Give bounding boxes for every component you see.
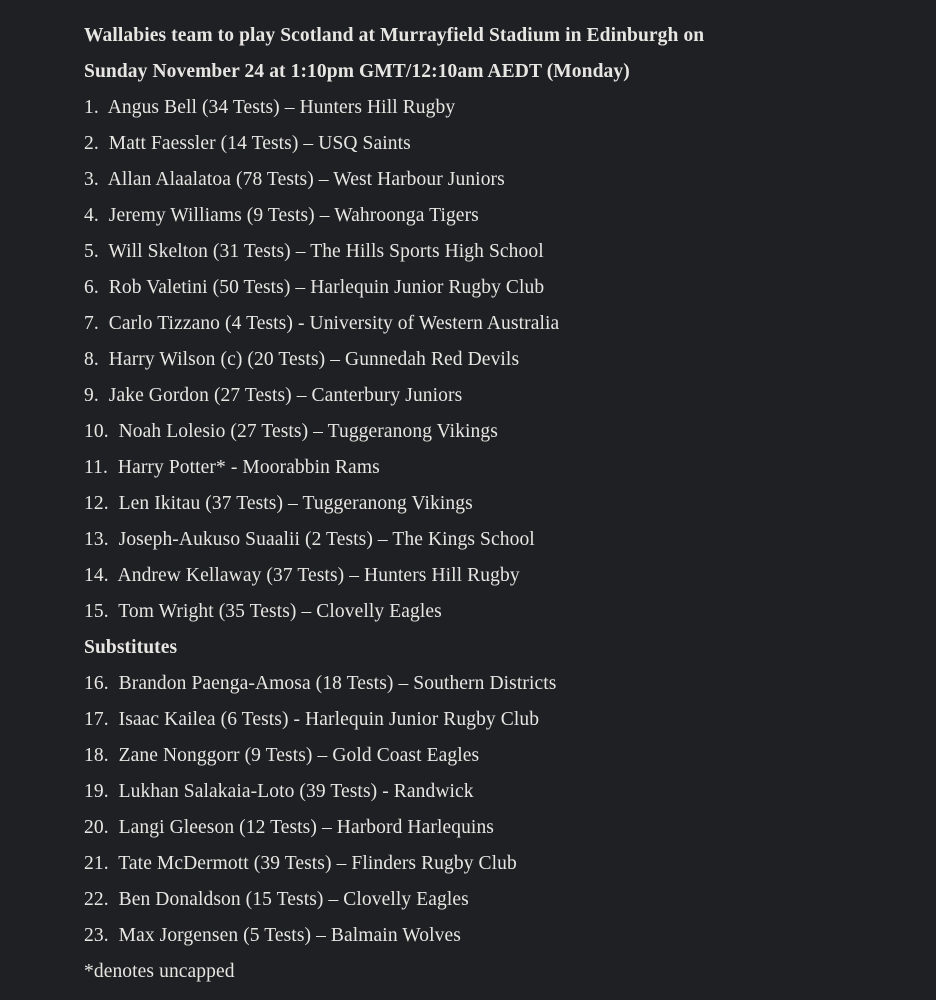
uncapped-footnote: *denotes uncapped xyxy=(84,961,235,982)
list-item: 7. Carlo Tizzano (4 Tests) - University of Western Australia xyxy=(84,313,560,334)
page-title-line-2: Sunday November 24 at 1:10pm GMT/12:10am AEDT (Monday) xyxy=(84,61,630,82)
list-item: 2. Matt Faessler (14 Tests) – USQ Saints xyxy=(84,133,411,154)
page-title xyxy=(84,18,852,90)
list-item: 19. Lukhan Salakaia-Loto (39 Tests) - Randwick xyxy=(84,781,474,802)
list-item: 11. Harry Potter* - Moorabbin Rams xyxy=(84,457,380,478)
substitutes-heading: Substitutes xyxy=(84,637,178,658)
list-item: 12. Len Ikitau (37 Tests) – Tuggeranong Vikings xyxy=(84,493,473,514)
list-item: 20. Langi Gleeson (12 Tests) – Harbord Harlequins xyxy=(84,817,494,838)
list-item: 16. Brandon Paenga-Amosa (18 Tests) – Southern Districts xyxy=(84,673,557,694)
list-item: 13. Joseph-Aukuso Suaalii (2 Tests) – The Kings School xyxy=(84,529,535,550)
list-item: 15. Tom Wright (35 Tests) – Clovelly Eagles xyxy=(84,601,442,622)
list-item: 6. Rob Valetini (50 Tests) – Harlequin Junior Rugby Club xyxy=(84,277,545,298)
list-item: 5. Will Skelton (31 Tests) – The Hills Sports High School xyxy=(84,241,544,262)
starting-lineup-list xyxy=(84,90,852,630)
list-item: 17. Isaac Kailea (6 Tests) - Harlequin Junior Rugby Club xyxy=(84,709,540,730)
page-title-line-1: Wallabies team to play Scotland at Murrayfield Stadium in Edinburgh on xyxy=(84,25,705,46)
list-item: 14. Andrew Kellaway (37 Tests) – Hunters Hill Rugby xyxy=(84,565,520,586)
list-item: 1. Angus Bell (34 Tests) – Hunters Hill Rugby xyxy=(84,97,456,118)
list-item: 21. Tate McDermott (39 Tests) – Flinders Rugby Club xyxy=(84,853,517,874)
list-item: 10. Noah Lolesio (27 Tests) – Tuggeranong Vikings xyxy=(84,421,498,442)
substitutes-list xyxy=(84,666,852,954)
list-item: 23. Max Jorgensen (5 Tests) – Balmain Wolves xyxy=(84,925,461,946)
list-item: 4. Jeremy Williams (9 Tests) – Wahroonga Tigers xyxy=(84,205,479,226)
list-item: 22. Ben Donaldson (15 Tests) – Clovelly Eagles xyxy=(84,889,469,910)
list-item: 3. Allan Alaalatoa (78 Tests) – West Harbour Juniors xyxy=(84,169,505,190)
list-item: 9. Jake Gordon (27 Tests) – Canterbury Juniors xyxy=(84,385,463,406)
list-item: 8. Harry Wilson (c) (20 Tests) – Gunnedah Red Devils xyxy=(84,349,520,370)
list-item: 18. Zane Nonggorr (9 Tests) – Gold Coast Eagles xyxy=(84,745,480,766)
